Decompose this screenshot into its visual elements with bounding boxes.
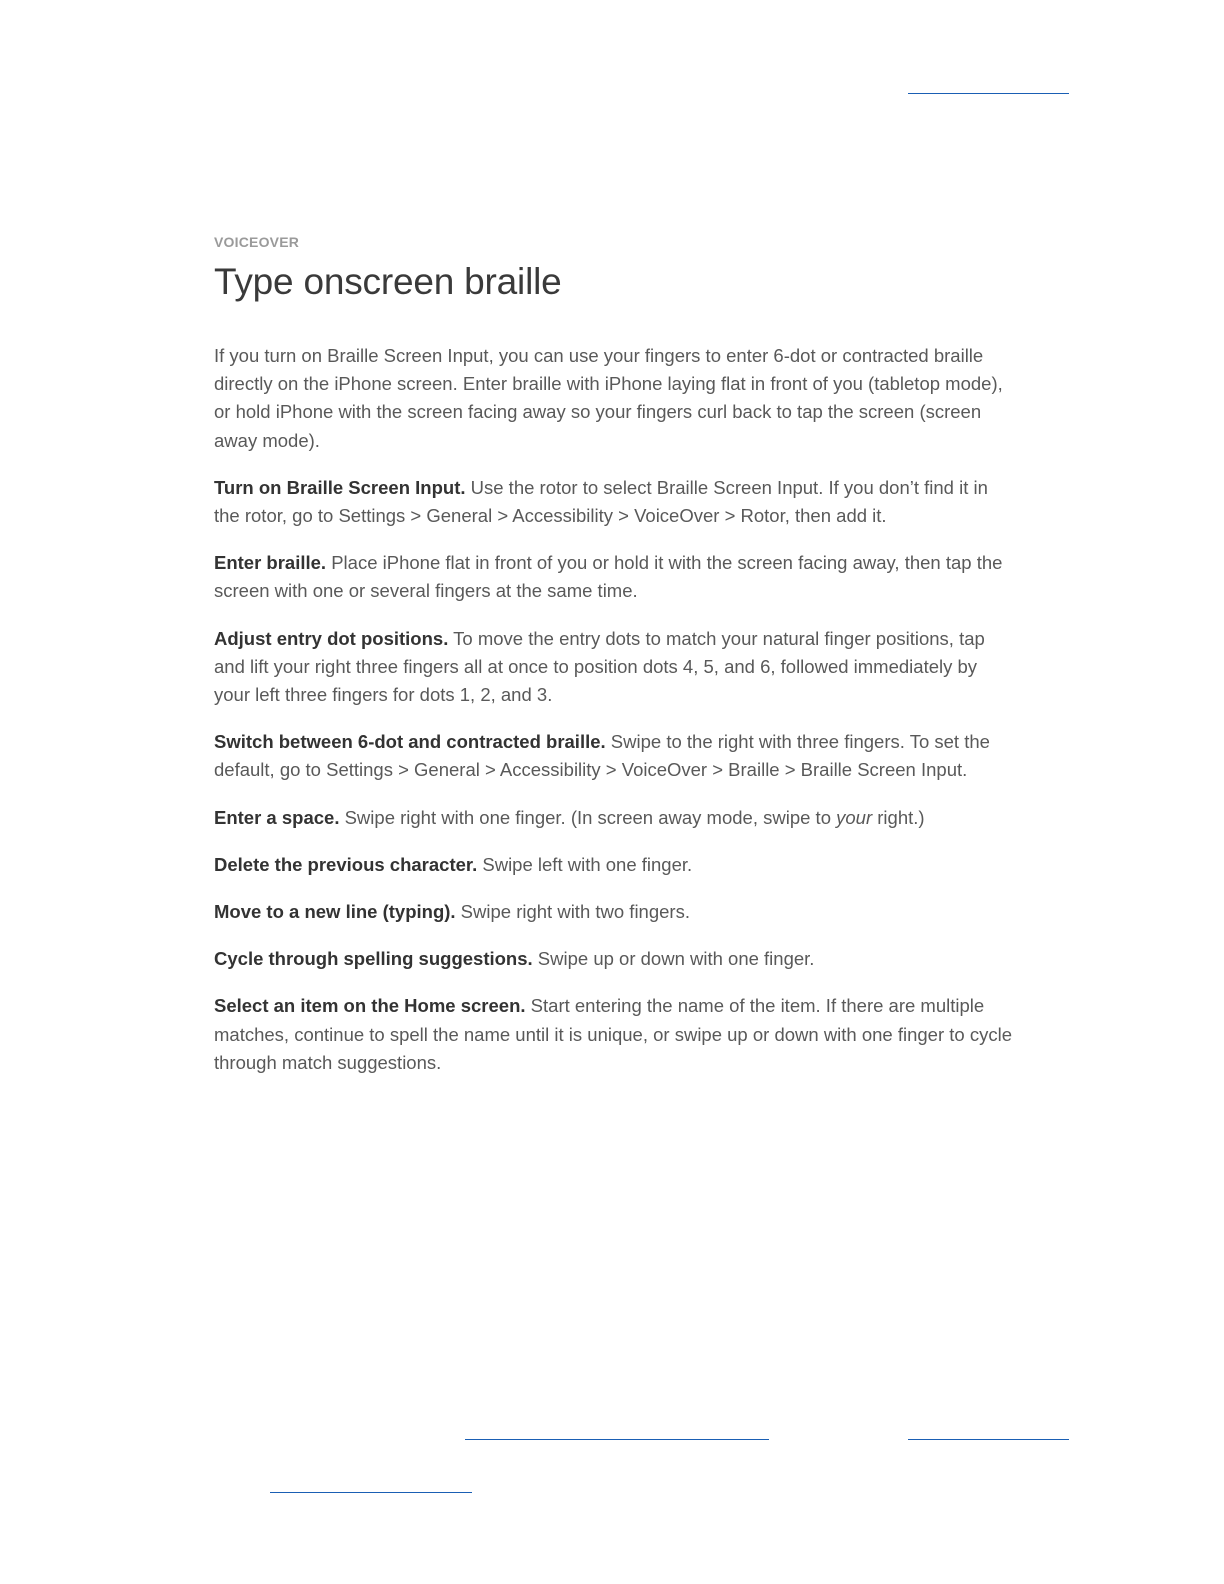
article [214,232,1014,1077]
item-cycle-spelling-suggestions [214,945,1014,973]
intro-paragraph: If you turn on Braille Screen Input, you can use your fingers to enter 6-dot or contracted braille directly on the iPhone screen. Enter braille with iPhone laying flat in front of you (tabletop mode), or hold iPhone with the screen facing away so your fingers curl back to tap the screen (screen away mode). [214,345,1003,451]
item-move-to-new-line [214,898,1014,926]
footer-link-center[interactable] [465,1439,769,1440]
item-term: Move to a new line (typing). [214,901,456,923]
item-text: Swipe right with two fingers. [455,901,690,923]
item-term: Turn on Braille Screen Input. [214,476,466,498]
page-title: Type onscreen braille [214,261,562,302]
item-term: Enter braille. [214,552,327,574]
item-term: Switch between 6-dot and contracted braille. [214,731,606,753]
item-turn-on-braille-screen-input [214,474,1014,530]
item-term: Adjust entry dot positions. [214,627,449,649]
item-adjust-entry-dot-positions [214,625,1014,710]
section-label: VOICEOVER [214,234,300,250]
item-enter-a-space [214,804,1014,832]
item-select-home-screen-item [214,992,1014,1077]
item-enter-braille [214,549,1014,605]
item-term: Select an item on the Home screen. [214,995,526,1017]
item-term: Enter a space. [214,806,340,828]
item-emphasis: your [836,806,873,828]
item-switch-braille-mode [214,728,1014,784]
item-text: Swipe left with one finger. [477,853,693,875]
item-text: Start entering the name of the item. If there are multiple matches, continue to spell the name until it is unique, or swipe up or down with one finger to cycle through match suggestions. [214,995,1012,1073]
item-text: Swipe right with one finger. (In screen away mode, swipe to [339,806,837,828]
item-term: Cycle through spelling suggestions. [214,948,533,970]
item-text: Swipe up or down with one finger. [532,948,815,970]
item-text: Swipe to the right with three fingers. To set the default, go to Settings > General > Accessibility > VoiceOver > Braille > Braille Screen Input. [214,731,990,781]
footer-link-left[interactable] [270,1492,472,1493]
item-text: To move the entry dots to match your natural finger positions, tap and lift your right three fingers all at once to position dots 4, 5, and 6, followed immediately by your left three fingers for dots 1, 2, and 3. [214,627,985,706]
item-delete-previous-character [214,851,1014,879]
item-text: Use the rotor to select Braille Screen Input. If you don’t find it in the rotor, go to Settings > General > Accessibility > VoiceOver > Rotor, then add it. [214,476,988,527]
top-right-link[interactable] [908,93,1069,94]
item-term: Delete the previous character. [214,853,478,875]
footer-link-right[interactable] [908,1439,1069,1440]
item-text-end: right.) [872,806,925,828]
item-text: Place iPhone flat in front of you or hold it with the screen facing away, then tap the screen with one or several fingers at the same time. [214,552,1003,602]
